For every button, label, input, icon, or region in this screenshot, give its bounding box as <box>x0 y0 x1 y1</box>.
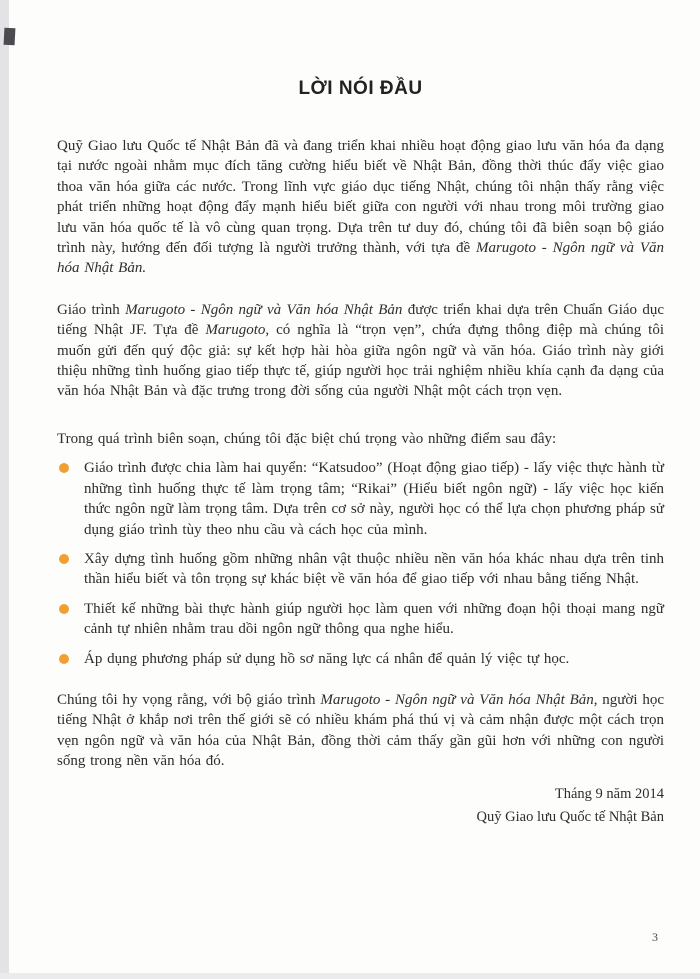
bullet-list-intro: Trong quá trình biên soạn, chúng tôi đặc biệt chú trọng vào những điểm sau đây: <box>57 430 557 447</box>
date-line: Tháng 9 năm 2014 <box>554 785 664 802</box>
page-number: 3 <box>652 930 658 944</box>
list-item-text: Thiết kế những bài thực hành giúp người học làm quen với những đoạn hội thoại mang ngữ cảnh tự nhiên nhằm trau dồi ngôn ngữ thông qua nghe hiểu. <box>84 600 664 638</box>
list-item <box>57 649 664 669</box>
page-title: LỜI NÓI ĐẦU <box>298 78 423 99</box>
bullet-icon <box>59 654 69 664</box>
scan-edge-left <box>0 0 9 979</box>
list-item <box>57 599 664 640</box>
signature-line: Quỹ Giao lưu Quốc tế Nhật Bản <box>476 808 664 825</box>
bullet-list <box>57 458 664 669</box>
list-item-text: Xây dựng tình huống gồm những nhân vật thuộc nhiều nền văn hóa khác nhau dựa trên tinh thần hiểu biết và tôn trọng sự khác biệt về văn hóa để giao tiếp với nhau bằng tiếng Nhật. <box>84 550 664 588</box>
paragraph-marugoto-meaning: Giáo trình Marugoto - Ngôn ngữ và Văn hóa Nhật Bản được triển khai dựa trên Chuẩn Giáo dục tiếng Nhật JF. Tựa đề Marugoto, có nghĩa là “trọn vẹn”, chứa đựng thông điệp mà chúng tôi muốn gửi đến quý độc giả: sự kết hợp hài hòa giữa ngôn ngữ và văn hóa. Giáo trình này giới thiệu những tình huống giao tiếp thực tế, giúp người học trải nghiệm nhiều khía cạnh đa dạng của văn hóa Nhật Bản và đặc trưng trong đời sống của người Nhật một cách trọn vẹn. <box>57 301 664 400</box>
bullet-icon <box>59 463 69 473</box>
list-item <box>57 549 664 590</box>
list-item-text: Giáo trình được chia làm hai quyển: “Katsudoo” (Hoạt động giao tiếp) - lấy việc thực hành từ những tình huống thực tế làm trọng tâm; “Rikai” (Hiểu biết ngôn ngữ) - lấy việc học kiến thức ngôn ngữ làm trọng tâm. Dựa trên cơ sở này, người học có thể lựa chọn phương pháp sử dụng giáo trình tùy theo nhu cầu và cách học của mình. <box>84 460 664 538</box>
page-content <box>57 0 664 826</box>
bullet-icon <box>59 604 69 614</box>
list-item-text: Áp dụng phương pháp sử dụng hồ sơ năng lực cá nhân để quản lý việc tự học. <box>84 650 570 667</box>
scan-corner-artifact <box>4 28 16 46</box>
scan-edge-bottom <box>0 973 700 979</box>
paragraph-intro-foundation: Quỹ Giao lưu Quốc tế Nhật Bản đã và đang triển khai nhiều hoạt động giao lưu văn hóa đa dạng tại nước ngoài nhằm mục đích tăng cường hiểu biết về Nhật Bản, đồng thời thúc đẩy việc giao thoa văn hóa giữa các nước. Trong lĩnh vực giáo dục tiếng Nhật, chúng tôi nhận thấy rằng việc phát triển những hoạt động đẩy mạnh hiểu biết giữa con người với nhau trong môi trường giao lưu văn hóa quốc tế là vô cùng quan trọng. Dựa trên tư duy đó, chúng tôi đã biên soạn bộ giáo trình này, hướng đến đối tượng là người trưởng thành, với tựa đề Marugoto - Ngôn ngữ và Văn hóa Nhật Bản. <box>57 138 664 277</box>
paragraph-closing: Chúng tôi hy vọng rằng, với bộ giáo trình Marugoto - Ngôn ngữ và Văn hóa Nhật Bản, người học tiếng Nhật ở khắp nơi trên thế giới sẽ có nhiều khám phá thú vị và cảm nhận được một cách trọn vẹn ngôn ngữ và văn hóa của Nhật Bản, đồng thời cảm thấy gần gũi hơn với những con người sống trong nền văn hóa đó. <box>57 691 665 770</box>
bullet-icon <box>59 554 69 564</box>
list-item <box>57 458 664 540</box>
